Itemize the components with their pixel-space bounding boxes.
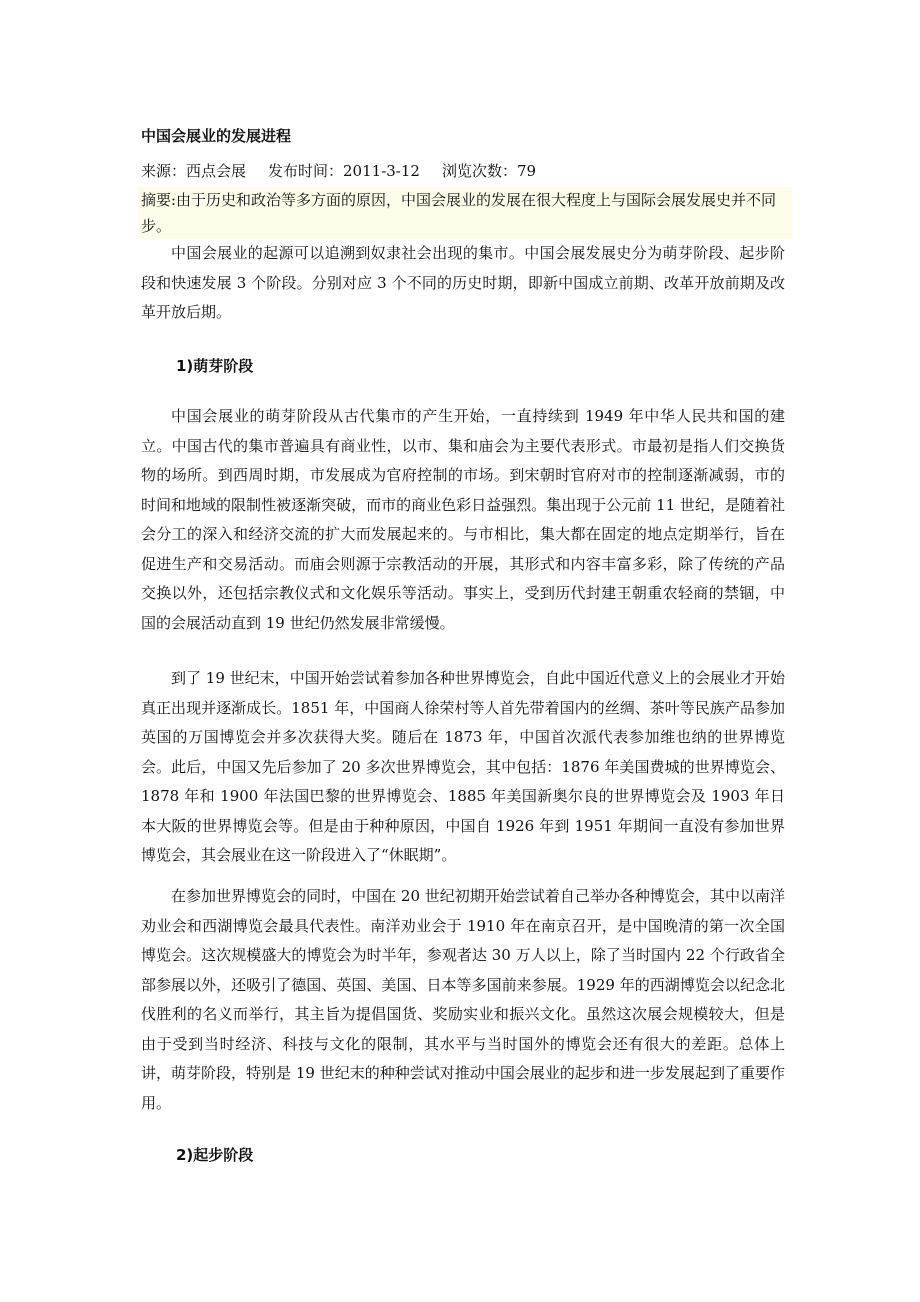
- meta-source: 来源：西点会展: [141, 162, 247, 180]
- body-paragraph: 中国会展业的萌芽阶段从古代集市的产生开始，一直持续到 1949 年中华人民共和国的建立。中国古代的集市普遍具有商业性，以市、集和庙会为主要代表形式。市最初是指人们交换货物的场所。到西周时期，市发展成为官府控制的市场。到宋朝时官府对市的控制逐渐减弱，市的时间和地域的限制性被逐渐突破，而市的商业色彩日益强烈。集出现于公元前 11 世纪，是随着社会分工的深入和经济交流的扩大而发展起来的。与市相比，集大都在固定的地点定期举行，旨在促进生产和交易活动。而庙会则源于宗教活动的开展，其形式和内容丰富多彩，除了传统的产品交换以外，还包括宗教仪式和文化娱乐等活动。事实上，受到历代封建王朝重农轻商的禁锢，中国的会展活动直到 19 世纪仍然发展非常缓慢。: [141, 407, 785, 632]
- meta-publish-time: 发布时间：2011-3-12: [268, 162, 420, 180]
- section-heading-sprouting: 1)萌芽阶段: [176, 357, 254, 375]
- section-heading-start: 2)起步阶段: [176, 1146, 254, 1164]
- article-title: 中国会展业的发展进程: [141, 127, 292, 145]
- body-paragraph: 在参加世界博览会的同时，中国在 20 世纪初期开始尝试着自己举办各种博览会，其中以南洋劝业会和西湖博览会最具代表性。南洋劝业会于 1910 年在南京召开，是中国晚清的第一次全国博览会。这次规模盛大的博览会为时半年，参观者达 30 万人以上，除了当时国内 22 个行政省全部参展以外，还吸引了德国、英国、美国、日本等多国前来参展。1929 年的西湖博览会以纪念北伐胜利的名义而举行，其主旨为提倡国货、奖励实业和振兴文化。虽然这次展会规模较大，但是由于受到当时经济、科技与文化的限制，其水平与当时国外的博览会还有很大的差距。总体上讲，萌芽阶段，特别是 19 世纪末的种种尝试对推动中国会展业的起步和进一步发展起到了重要作用。: [141, 887, 785, 1112]
- meta-views: 浏览次数：79: [441, 162, 537, 180]
- intro-paragraph: 中国会展业的起源可以追溯到奴隶社会出现的集市。中国会展发展史分为萌芽阶段、起步阶段和快速发展 3 个阶段。分别对应 3 个不同的历史时期，即新中国成立前期、改革开放前期及改革开放后期。: [141, 244, 785, 321]
- article-abstract: 摘要:由于历史和政治等多方面的原因，中国会展业的发展在很大程度上与国际会展发展史并不同步。: [138, 187, 792, 239]
- article-meta: [141, 159, 536, 183]
- body-paragraph: 到了 19 世纪末，中国开始尝试着参加各种世界博览会，自此中国近代意义上的会展业才开始真正出现并逐渐成长。1851 年，中国商人徐荣村等人首先带着国内的丝绸、茶叶等民族产品参加英国的万国博览会并多次获得大奖。随后在 1873 年，中国首次派代表参加维也纳的世界博览会。此后，中国又先后参加了 20 多次世界博览会，其中包括：1876 年美国费城的世界博览会、1878 年和 1900 年法国巴黎的世界博览会、1885 年美国新奥尔良的世界博览会及 1903 年日本大阪的世界博览会等。但是由于种种原因，中国自 1926 年到 1951 年期间一直没有参加世界博览会，其会展业在这一阶段进入了“休眠期”。: [141, 669, 785, 864]
